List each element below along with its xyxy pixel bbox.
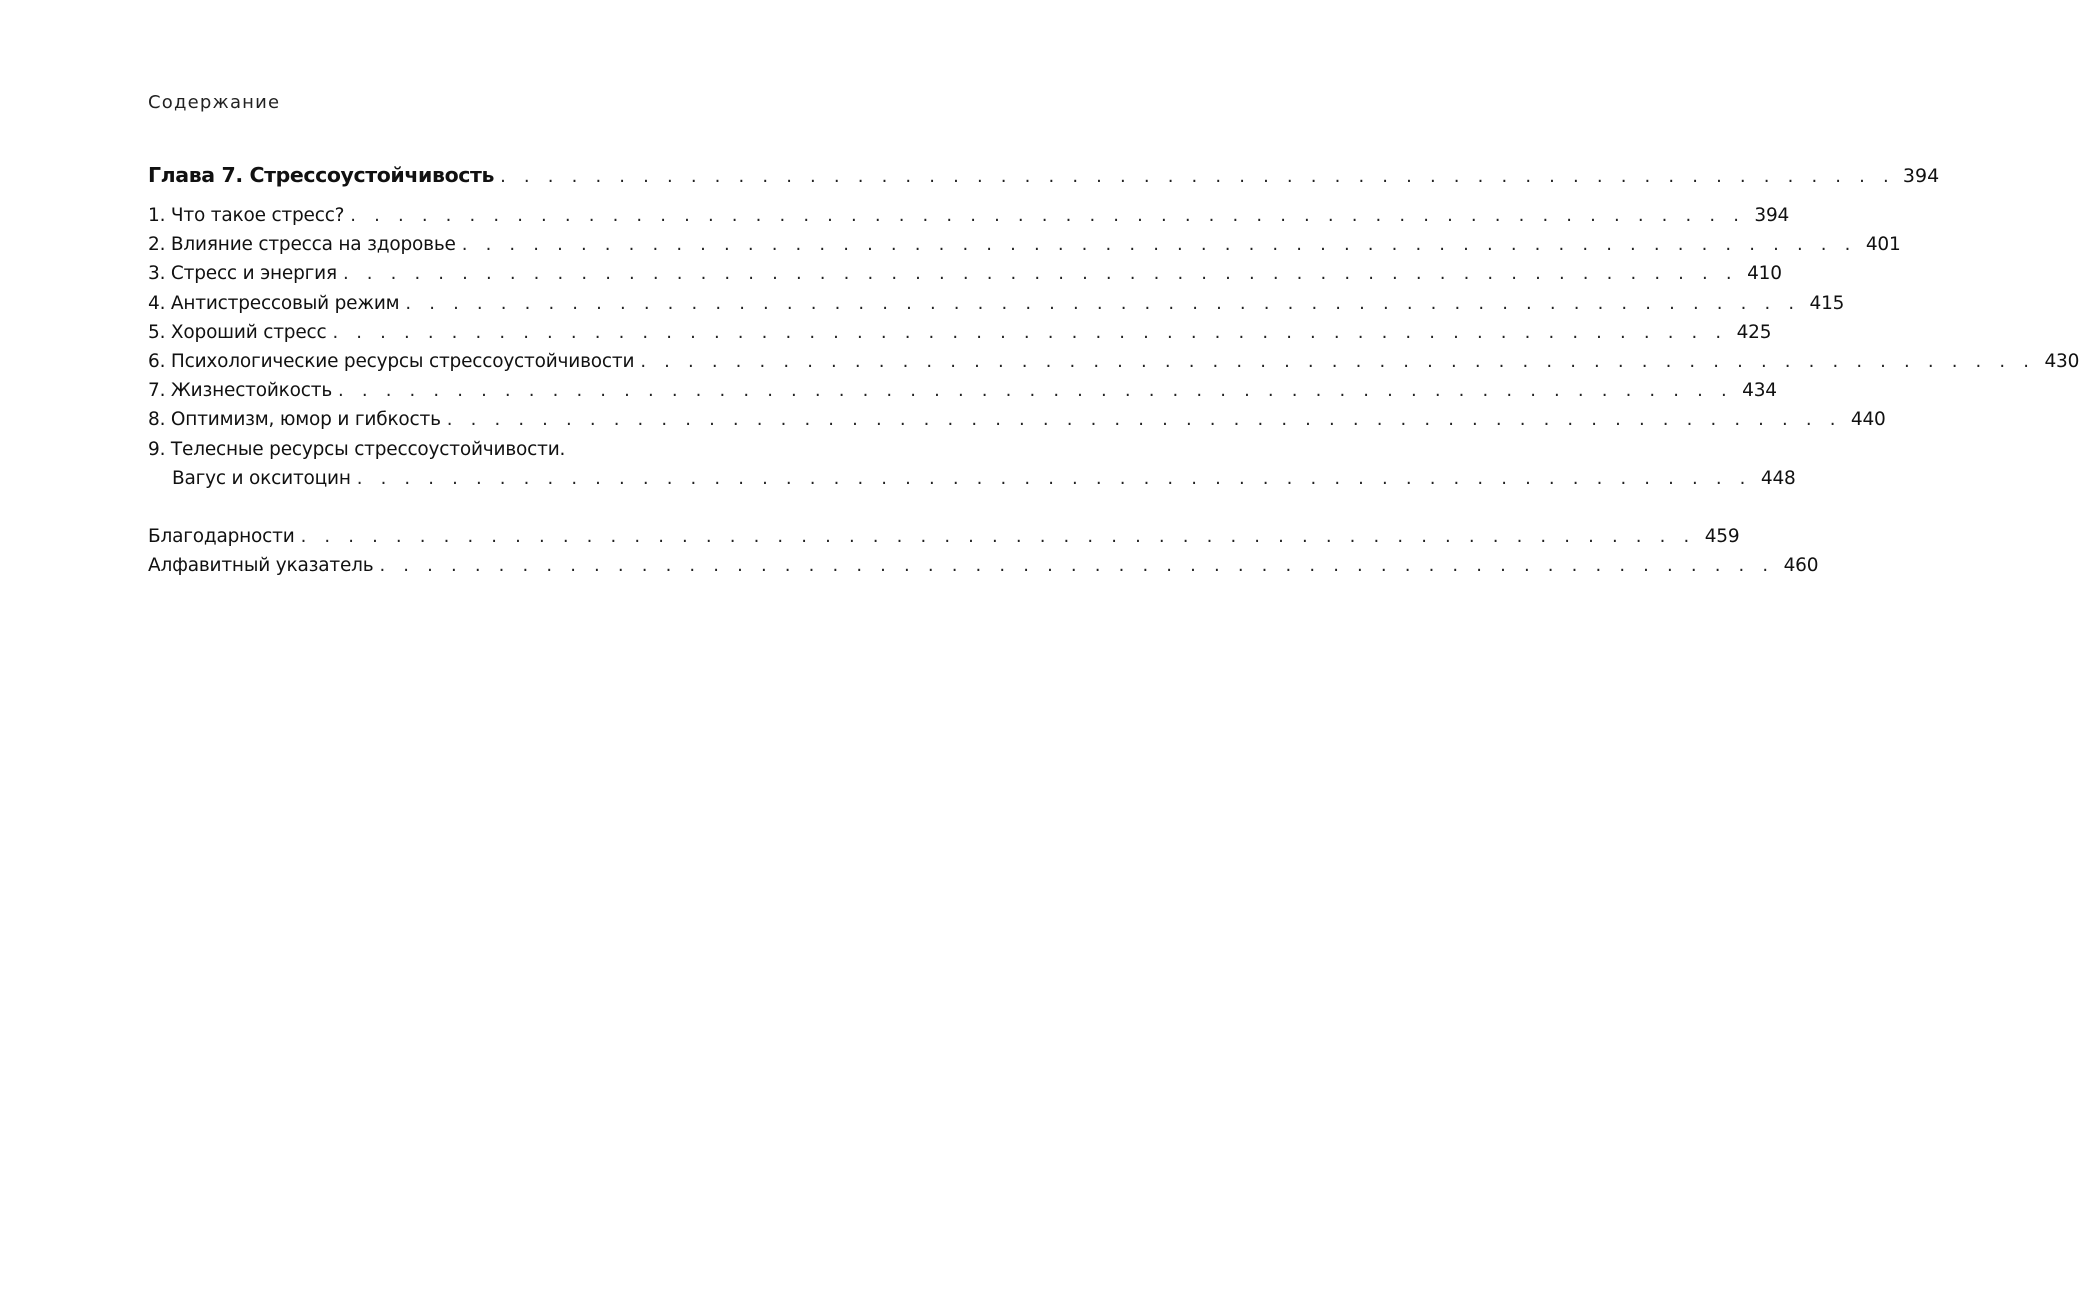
entry-title: Алфавитный указатель [148, 555, 374, 577]
entry-page-number: 415 [1809, 292, 1845, 314]
toc-entry[interactable] [148, 321, 1772, 351]
entry-title: Благодарности [148, 526, 295, 547]
dot-leader: . . . . . . . . . . . . . . . . . . . . . . . . . . . . . . . . . . . . . . . . . . . . . . . . . . . . . . . . . . . [461, 234, 1857, 256]
toc-entry[interactable] [148, 205, 1790, 234]
dot-leader: . . . . . . . . . . . . . . . . . . . . . . . . . . . . . . . . . . . . . . . . . . . . . . . . . . . . . . . . . . . [356, 467, 1752, 489]
entry-page-number: 425 [1736, 321, 1772, 343]
dot-leader: . . . . . . . . . . . . . . . . . . . . . . . . . . . . . . . . . . . . . . . . . . . . . . . . . . . . . . . . . . . [640, 350, 2036, 372]
dot-leader: . . . . . . . . . . . . . . . . . . . . . . . . . . . . . . . . . . . . . . . . . . . . . . . . . . . . . . . . . . . [300, 526, 1696, 547]
entry-page-number: 410 [1747, 263, 1782, 285]
chapter-heading [148, 163, 1940, 187]
toc-entry-continuation[interactable] [148, 467, 1796, 497]
entry-page-number: 434 [1742, 380, 1777, 402]
dot-leader: . . . . . . . . . . . . . . . . . . . . . . . . . . . . . . . . . . . . . . . . . . . . . . . . . . . . . . . . . . . [338, 380, 1733, 402]
dot-leader: . . . . . . . . . . . . . . . . . . . . . . . . . . . . . . . . . . . . . . . . . . . . . . . . . . . . . . . . . . . [500, 166, 1895, 187]
chapter-row[interactable] [148, 163, 1940, 187]
dot-leader: . . . . . . . . . . . . . . . . . . . . . . . . . . . . . . . . . . . . . . . . . . . . . . . . . . . . . . . . . . . [332, 321, 1728, 343]
dot-leader: . . . . . . . . . . . . . . . . . . . . . . . . . . . . . . . . . . . . . . . . . . . . . . . . . . . . . . . . . . . [379, 555, 1775, 577]
toc-entry[interactable] [148, 234, 1901, 263]
toc-entry[interactable] [148, 292, 1845, 322]
entry-title: 6. Психологические ресурсы стрессоустойчивости [148, 350, 635, 372]
entry-title: 1. Что такое стресс? [148, 205, 345, 226]
backmatter-entry[interactable] [148, 526, 1740, 555]
chapter-title: Глава 7. Стрессоустойчивость [148, 163, 495, 187]
entry-title: 8. Оптимизм, юмор и гибкость [148, 409, 441, 431]
entry-title-continuation: Вагус и окситоцин [172, 467, 351, 489]
dot-leader: . . . . . . . . . . . . . . . . . . . . . . . . . . . . . . . . . . . . . . . . . . . . . . . . . . . . . . . . . . . [405, 292, 1801, 314]
toc-entries [148, 205, 2079, 497]
toc-entry[interactable] [148, 409, 1886, 438]
entry-page-number: 401 [1865, 234, 1901, 256]
entry-page-number: 460 [1783, 555, 1819, 577]
toc-entry[interactable] [148, 380, 1777, 409]
dot-leader: . . . . . . . . . . . . . . . . . . . . . . . . . . . . . . . . . . . . . . . . . . . . . . . . . . . . . . . . . . . [342, 263, 1738, 285]
entry-title: 2. Влияние стресса на здоровье [148, 234, 456, 256]
toc-backmatter [148, 526, 1819, 584]
entry-page-number: 394 [1754, 205, 1790, 226]
entry-title: 5. Хороший стресс [148, 321, 327, 343]
entry-page-number: 459 [1704, 526, 1740, 547]
dot-leader: . . . . . . . . . . . . . . . . . . . . . . . . . . . . . . . . . . . . . . . . . . . . . . . . . . . . . . . . . . . [446, 409, 1842, 431]
entry-page-number: 440 [1850, 409, 1886, 431]
entry-page-number: 430 [2044, 350, 2079, 372]
toc-entry-first-line[interactable] [148, 439, 756, 468]
entry-page-number: 448 [1760, 467, 1796, 489]
chapter-page-number: 394 [1902, 165, 1940, 187]
toc-entry[interactable] [148, 263, 1782, 292]
entry-title: 7. Жизнестойкость [148, 380, 333, 402]
entry-title: 4. Антистрессовый режим [148, 292, 400, 314]
entry-title: 3. Стресс и энергия [148, 263, 337, 285]
backmatter-entry[interactable] [148, 555, 1819, 584]
entry-title: 9. Телесные ресурсы стрессоустойчивости. [148, 438, 566, 460]
dot-leader: . . . . . . . . . . . . . . . . . . . . . . . . . . . . . . . . . . . . . . . . . . . . . . . . . . . . . . . . . . . [350, 205, 1746, 226]
toc-entry[interactable] [148, 350, 2079, 380]
running-head: Содержание [148, 92, 281, 113]
